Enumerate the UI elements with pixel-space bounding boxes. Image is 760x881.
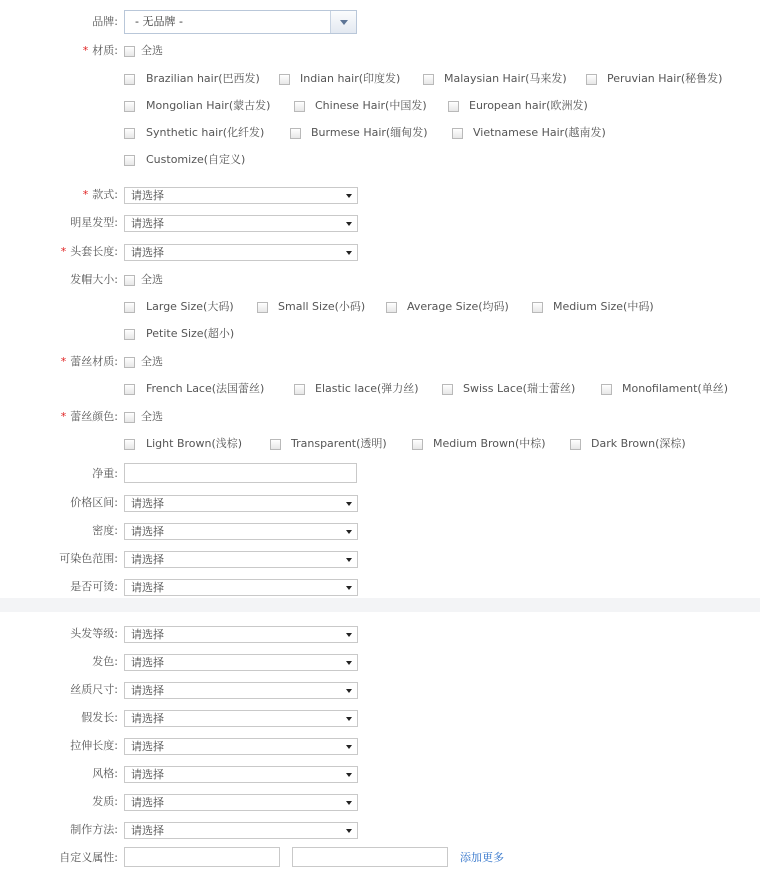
- hair-grade-label: 头发等级:: [70, 627, 118, 640]
- perm-select[interactable]: [124, 579, 358, 596]
- cap-size-checkbox[interactable]: [124, 302, 135, 313]
- lace-material-option-label: Swiss Lace(瑞士蕾丝): [463, 382, 576, 395]
- material-option-label: Customize(自定义): [146, 153, 246, 166]
- required-mark: *: [60, 410, 67, 423]
- material-option-label: European hair(欧洲发): [469, 99, 588, 112]
- caret-down-icon: [346, 530, 352, 534]
- required-mark: *: [60, 245, 67, 258]
- texture-label: 发质:: [92, 795, 118, 808]
- method-select[interactable]: [124, 822, 358, 839]
- material-option-label: Chinese Hair(中国发): [315, 99, 427, 112]
- caret-down-icon: [346, 633, 352, 637]
- lace-material-checkbox[interactable]: [442, 384, 453, 395]
- lace-material-label: * 蕾丝材质:: [60, 355, 118, 368]
- method-select-value: 请选择: [131, 824, 164, 837]
- brand-label: 品牌:: [92, 15, 118, 28]
- net-weight-label: 净重:: [92, 467, 118, 480]
- material-option-label: Malaysian Hair(马来发): [444, 72, 567, 85]
- stretch-length-select[interactable]: [124, 738, 358, 755]
- dye-range-label: 可染色范围:: [59, 552, 118, 565]
- material-option-label: Mongolian Hair(蒙古发): [146, 99, 271, 112]
- price-range-select[interactable]: [124, 495, 358, 512]
- required-mark: *: [82, 44, 89, 57]
- caret-down-icon: [346, 502, 352, 506]
- material-option-label: Peruvian Hair(秘鲁发): [607, 72, 723, 85]
- silk-size-label: 丝质尺寸:: [70, 683, 118, 696]
- custom-attr-value-input[interactable]: [292, 847, 448, 867]
- attribute-panel-extra: [0, 612, 760, 881]
- caret-down-icon: [346, 251, 352, 255]
- add-more-link[interactable]: 添加更多: [460, 851, 504, 864]
- dye-range-select[interactable]: [124, 551, 358, 568]
- density-label: 密度:: [92, 524, 118, 537]
- lace-material-select-all-label: 全选: [141, 355, 163, 368]
- fake-length-select[interactable]: [124, 710, 358, 727]
- lace-color-checkbox[interactable]: [570, 439, 581, 450]
- caret-down-icon: [346, 745, 352, 749]
- cap-size-select-all-checkbox[interactable]: [124, 275, 135, 286]
- lace-material-checkbox[interactable]: [601, 384, 612, 395]
- fashion-select[interactable]: [124, 766, 358, 783]
- cap-size-checkbox[interactable]: [257, 302, 268, 313]
- fake-length-select-value: 请选择: [131, 712, 164, 725]
- material-checkbox[interactable]: [124, 101, 135, 112]
- section-divider: [0, 598, 760, 612]
- material-checkbox[interactable]: [124, 155, 135, 166]
- lace-material-checkbox[interactable]: [124, 384, 135, 395]
- cap-size-checkbox[interactable]: [124, 329, 135, 340]
- caret-down-icon: [346, 222, 352, 226]
- cap-size-checkbox[interactable]: [532, 302, 543, 313]
- material-option-label: Brazilian hair(巴西发): [146, 72, 260, 85]
- lace-color-select-all-label: 全选: [141, 410, 163, 423]
- texture-select-value: 请选择: [131, 796, 164, 809]
- cap-size-option-label: Small Size(小码): [278, 300, 366, 313]
- caret-down-icon: [346, 194, 352, 198]
- lace-color-checkbox[interactable]: [412, 439, 423, 450]
- lace-color-option-label: Light Brown(浅棕): [146, 437, 243, 450]
- fashion-select-value: 请选择: [131, 768, 164, 781]
- lace-color-option-label: Medium Brown(中棕): [433, 437, 546, 450]
- style-label: * 款式:: [82, 188, 118, 201]
- material-label: * 材质:: [82, 44, 118, 57]
- material-checkbox[interactable]: [124, 74, 135, 85]
- stretch-length-select-value: 请选择: [131, 740, 164, 753]
- material-checkbox[interactable]: [452, 128, 463, 139]
- material-checkbox[interactable]: [423, 74, 434, 85]
- material-select-all-label: 全选: [141, 44, 163, 57]
- cap-size-option-label: Petite Size(超小): [146, 327, 235, 340]
- fashion-label: 风格:: [92, 767, 118, 780]
- dye-range-select-value: 请选择: [131, 553, 164, 566]
- brand-select[interactable]: [124, 10, 357, 34]
- custom-attr-label: 自定义属性:: [59, 851, 118, 864]
- caret-down-icon: [346, 689, 352, 693]
- material-checkbox[interactable]: [294, 101, 305, 112]
- method-label: 制作方法:: [70, 823, 118, 836]
- stretch-length-label: 拉伸长度:: [70, 739, 118, 752]
- lace-color-option-label: Transparent(透明): [291, 437, 387, 450]
- hair-color-label: 发色:: [92, 655, 118, 668]
- lace-color-checkbox[interactable]: [270, 439, 281, 450]
- silk-size-select-value: 请选择: [131, 684, 164, 697]
- length-select-value: 请选择: [131, 246, 164, 259]
- price-range-label: 价格区间:: [70, 496, 118, 509]
- material-option-label: Synthetic hair(化纤发): [146, 126, 265, 139]
- celebrity-select-value: 请选择: [131, 217, 164, 230]
- cap-size-select-all-label: 全选: [141, 273, 163, 286]
- lace-material-option-label: Elastic lace(弹力丝): [315, 382, 419, 395]
- required-mark: *: [82, 188, 89, 201]
- caret-down-icon: [346, 558, 352, 562]
- hair-grade-select[interactable]: [124, 626, 358, 643]
- hair-color-select-value: 请选择: [131, 656, 164, 669]
- hair-grade-select-value: 请选择: [131, 628, 164, 641]
- style-select-value: 请选择: [131, 189, 164, 202]
- lace-material-select-all-checkbox[interactable]: [124, 357, 135, 368]
- caret-down-icon: [346, 801, 352, 805]
- lace-color-option-label: Dark Brown(深棕): [591, 437, 686, 450]
- material-checkbox[interactable]: [279, 74, 290, 85]
- material-checkbox[interactable]: [290, 128, 301, 139]
- caret-down-icon: [346, 586, 352, 590]
- density-select-value: 请选择: [131, 525, 164, 538]
- brand-select-value: - 无品牌 -: [135, 15, 183, 28]
- silk-size-select[interactable]: [124, 682, 358, 699]
- cap-size-label: 发帽大小:: [70, 273, 118, 286]
- hair-color-select[interactable]: [124, 654, 358, 671]
- material-select-all-checkbox[interactable]: [124, 46, 135, 57]
- cap-size-option-label: Medium Size(中码): [553, 300, 654, 313]
- price-range-select-value: 请选择: [131, 497, 164, 510]
- material-checkbox[interactable]: [586, 74, 597, 85]
- length-label: * 头套长度:: [60, 245, 118, 258]
- lace-material-checkbox[interactable]: [294, 384, 305, 395]
- material-checkbox[interactable]: [124, 128, 135, 139]
- length-select[interactable]: [124, 244, 358, 261]
- material-option-label: Indian hair(印度发): [300, 72, 401, 85]
- caret-down-icon: [346, 829, 352, 833]
- brand-dropdown-button[interactable]: [330, 11, 356, 33]
- caret-down-icon: [346, 773, 352, 777]
- material-checkbox[interactable]: [448, 101, 459, 112]
- lace-material-option-label: Monofilament(单丝): [622, 382, 728, 395]
- lace-color-checkbox[interactable]: [124, 439, 135, 450]
- lace-color-label: * 蕾丝颜色:: [60, 410, 118, 423]
- net-weight-input[interactable]: [124, 463, 357, 483]
- chevron-down-icon: [340, 20, 348, 25]
- lace-material-option-label: French Lace(法国蕾丝): [146, 382, 265, 395]
- celebrity-select[interactable]: [124, 215, 358, 232]
- material-option-label: Vietnamese Hair(越南发): [473, 126, 606, 139]
- material-option-label: Burmese Hair(缅甸发): [311, 126, 428, 139]
- caret-down-icon: [346, 661, 352, 665]
- cap-size-option-label: Large Size(大码): [146, 300, 234, 313]
- lace-color-select-all-checkbox[interactable]: [124, 412, 135, 423]
- required-mark: *: [60, 355, 67, 368]
- density-select[interactable]: [124, 523, 358, 540]
- cap-size-checkbox[interactable]: [386, 302, 397, 313]
- fake-length-label: 假发长:: [81, 711, 118, 724]
- celebrity-label: 明星发型:: [70, 216, 118, 229]
- caret-down-icon: [346, 717, 352, 721]
- perm-label: 是否可烫:: [70, 580, 118, 593]
- style-select[interactable]: [124, 187, 358, 204]
- cap-size-option-label: Average Size(均码): [407, 300, 509, 313]
- perm-select-value: 请选择: [131, 581, 164, 594]
- texture-select[interactable]: [124, 794, 358, 811]
- custom-attr-name-input[interactable]: [124, 847, 280, 867]
